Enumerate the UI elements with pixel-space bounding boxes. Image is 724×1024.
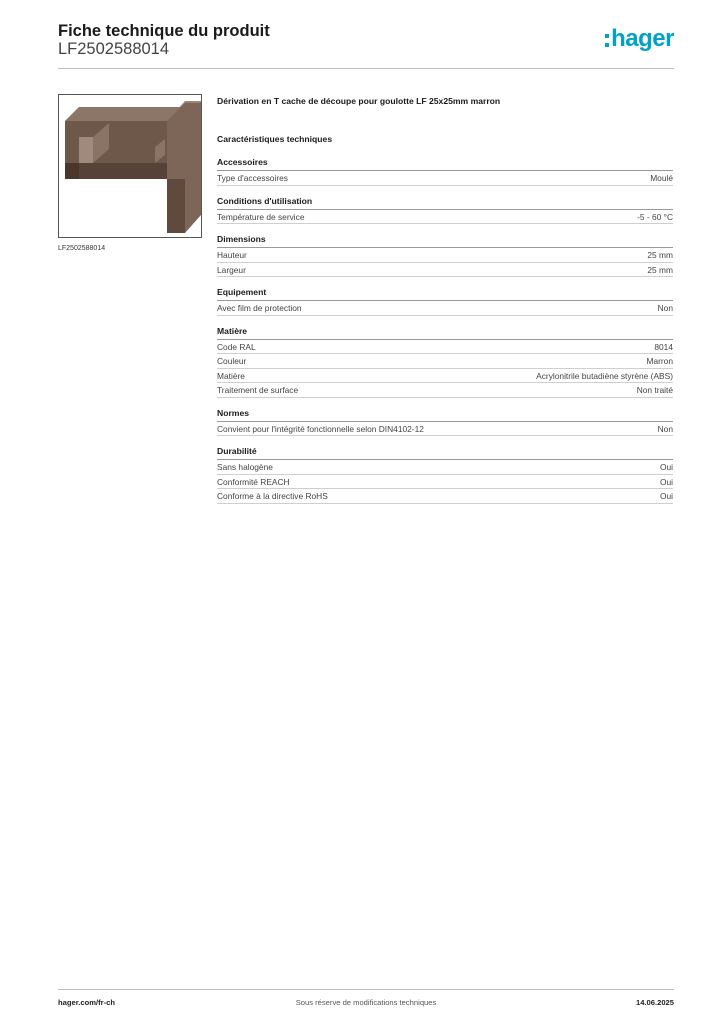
product-image: [58, 94, 202, 238]
spec-label: Type d'accessoires: [217, 173, 288, 183]
spec-section-matiere: [217, 326, 673, 398]
page-footer: [58, 998, 674, 1010]
spec-label: Température de service: [217, 211, 305, 222]
spec-row: [217, 422, 673, 437]
section-title: Dimensions: [217, 234, 673, 248]
spec-row: [217, 248, 673, 263]
section-title: Equipement: [217, 287, 673, 301]
spec-value: 25 mm: [647, 264, 673, 275]
section-title: Matière: [217, 326, 673, 340]
product-reference: LF2502588014: [58, 40, 170, 58]
spec-value: Non: [657, 423, 673, 434]
document-title: Fiche technique du produit: [58, 22, 270, 40]
spec-value: Non traité: [636, 385, 673, 395]
spec-section-normes: [217, 408, 673, 437]
spec-section-conditions: [217, 196, 673, 225]
spec-row: [217, 460, 673, 475]
footer-website-link[interactable]: hager.com/fr-ch: [58, 998, 115, 1007]
spec-row: [217, 475, 673, 490]
hager-logo: [605, 26, 674, 52]
spec-label: Code RAL: [217, 341, 256, 352]
spec-value: Marron: [646, 356, 673, 366]
logo-colon-icon: [605, 34, 609, 47]
spec-label: Sans halogène: [217, 462, 273, 472]
spec-section-durabilite: [217, 446, 673, 504]
spec-row: [217, 263, 673, 278]
spec-label: Matière: [217, 370, 245, 381]
technical-characteristics-heading: Caractéristiques techniques: [217, 134, 333, 144]
spec-label: Conformité REACH: [217, 476, 290, 487]
spec-value: Oui: [659, 476, 673, 487]
spec-value: Moulé: [650, 173, 673, 183]
spec-row: [217, 171, 673, 186]
spec-value: 25 mm: [647, 250, 673, 260]
spec-row: [217, 210, 673, 225]
spec-label: Traitement de surface: [217, 385, 299, 395]
spec-row: [217, 369, 673, 384]
image-caption: LF2502588014: [58, 245, 106, 252]
section-title: Conditions d'utilisation: [217, 196, 673, 210]
footer-date: 14.06.2025: [635, 998, 674, 1007]
spec-row: [217, 301, 673, 316]
spec-section-equipement: [217, 287, 673, 316]
spec-value: Acrylonitrile butadiène styrène (ABS): [536, 370, 673, 381]
spec-label: Convient pour l'intégrité fonctionnelle selon DIN4102-12: [217, 423, 424, 434]
spec-value: Oui: [659, 462, 673, 472]
spec-section-dimensions: [217, 234, 673, 277]
spec-label: Avec film de protection: [217, 303, 302, 313]
specifications-panel: [217, 96, 673, 514]
spec-row: [217, 489, 673, 504]
footer-notice: Sous réserve de modifications techniques: [295, 998, 437, 1007]
section-title: Accessoires: [217, 157, 673, 171]
spec-row: [217, 340, 673, 355]
spec-row: [217, 383, 673, 398]
page-header: [58, 22, 674, 68]
section-title: Normes: [217, 408, 673, 422]
logo-text: hager: [611, 25, 674, 52]
footer-divider: [58, 989, 674, 990]
spec-value: Oui: [659, 491, 673, 501]
cable-duct-tee-icon: [59, 95, 201, 237]
header-divider: [58, 68, 674, 69]
spec-label: Conforme à la directive RoHS: [217, 491, 328, 501]
spec-row: [217, 354, 673, 369]
spec-label: Largeur: [217, 264, 246, 275]
spec-value: 8014: [654, 341, 673, 352]
product-name: Dérivation en T cache de découpe pour goulotte LF 25x25mm marron: [217, 96, 501, 106]
spec-section-accessoires: [217, 157, 673, 186]
section-title: Durabilité: [217, 446, 673, 460]
spec-label: Hauteur: [217, 250, 247, 260]
spec-value: Non: [657, 303, 673, 313]
spec-label: Couleur: [217, 356, 247, 366]
spec-value: -5 - 60 °C: [637, 211, 673, 222]
